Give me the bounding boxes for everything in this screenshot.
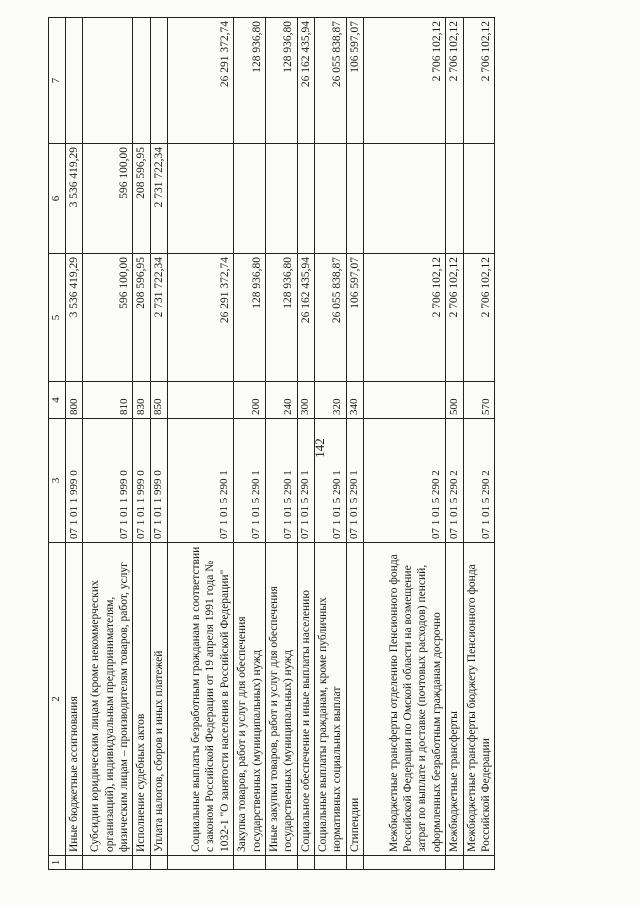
target-code-cell: 07 1 01 5 290 1 [315, 419, 347, 543]
row-marker-cell [346, 856, 363, 870]
expense-type-cell: 800 [66, 382, 83, 419]
expense-type-cell: 570 [463, 382, 495, 419]
table-row [297, 18, 314, 870]
amount-subvention-cell: 128 936,80 [265, 18, 297, 144]
item-name-cell: Иные закупки товаров, работ и услуг для обеспечения государственных (муниципальных) нужд [265, 543, 297, 856]
header-row [49, 18, 66, 870]
row-marker-cell [265, 856, 297, 870]
header-cell: 4 [49, 382, 66, 419]
table-row [364, 18, 446, 870]
header-cell: 6 [49, 144, 66, 254]
amount-own-cell: 3 536 419,29 [66, 144, 83, 254]
table-row [346, 18, 363, 870]
item-name-cell: Иные бюджетные ассигнования [66, 543, 83, 856]
amount-own-cell: 208 596,95 [133, 144, 150, 254]
target-code-cell: 07 1 01 5 290 1 [265, 419, 297, 543]
amount-subvention-cell [150, 18, 167, 144]
row-marker-cell [83, 856, 133, 870]
amount-total-cell: 2 706 102,12 [446, 254, 463, 382]
amount-own-cell [463, 144, 495, 254]
amount-subvention-cell: 2 706 102,12 [446, 18, 463, 144]
table-row [446, 18, 463, 870]
amount-subvention-cell [133, 18, 150, 144]
row-marker-cell [463, 856, 495, 870]
table-row [234, 18, 266, 870]
amount-total-cell: 2 706 102,12 [463, 254, 495, 382]
amount-total-cell: 128 936,80 [265, 254, 297, 382]
expense-type-cell: 320 [315, 382, 347, 419]
item-name-cell: Межбюджетные трансферты бюджету Пенсионного фонда Российской Федерации [463, 543, 495, 856]
header-cell: 1 [49, 856, 66, 870]
expense-type-cell [364, 382, 446, 419]
table-row [168, 18, 234, 870]
row-marker-cell [315, 856, 347, 870]
target-code-cell: 07 1 01 5 290 1 [297, 419, 314, 543]
amount-own-cell [446, 144, 463, 254]
header-cell: 2 [49, 543, 66, 856]
expense-type-cell: 500 [446, 382, 463, 419]
table-row [315, 18, 347, 870]
item-name-cell: Стипендии [346, 543, 363, 856]
header-cell: 7 [49, 18, 66, 144]
target-code-cell: 07 1 01 5 290 2 [446, 419, 463, 543]
amount-total-cell: 26 055 838,87 [315, 254, 347, 382]
row-marker-cell [133, 856, 150, 870]
expense-type-cell: 810 [83, 382, 133, 419]
target-code-cell: 07 1 01 5 290 1 [346, 419, 363, 543]
expense-type-cell: 200 [234, 382, 266, 419]
amount-total-cell: 596 100,00 [83, 254, 133, 382]
table-row [83, 18, 133, 870]
amount-own-cell: 596 100,00 [83, 144, 133, 254]
target-code-cell: 07 1 01 1 999 0 [133, 419, 150, 543]
expense-type-cell: 240 [265, 382, 297, 419]
row-marker-cell [446, 856, 463, 870]
row-marker-cell [364, 856, 446, 870]
header-cell: 3 [49, 419, 66, 543]
amount-subvention-cell: 2 706 102,12 [463, 18, 495, 144]
item-name-cell: Межбюджетные трансферты [446, 543, 463, 856]
page-number: 142 [312, 438, 327, 458]
expense-type-cell [168, 382, 234, 419]
target-code-cell: 07 1 01 5 290 2 [463, 419, 495, 543]
amount-total-cell: 106 597,07 [346, 254, 363, 382]
amount-own-cell [234, 144, 266, 254]
item-name-cell: Социальное обеспечение и иные выплаты населению [297, 543, 314, 856]
amount-own-cell [315, 144, 347, 254]
amount-own-cell [364, 144, 446, 254]
target-code-cell: 07 1 01 1 999 0 [150, 419, 167, 543]
table-row [66, 18, 83, 870]
amount-total-cell: 26 162 435,94 [297, 254, 314, 382]
row-marker-cell [66, 856, 83, 870]
amount-total-cell: 208 596,95 [133, 254, 150, 382]
item-name-cell: Уплата налогов, сборов и иных платежей [150, 543, 167, 856]
amount-total-cell: 3 536 419,29 [66, 254, 83, 382]
item-name-cell: Закупка товаров, работ и услуг для обеспечения государственных (муниципальных) нужд [234, 543, 266, 856]
amount-own-cell [265, 144, 297, 254]
row-marker-cell [150, 856, 167, 870]
amount-subvention-cell [83, 18, 133, 144]
row-marker-cell [168, 856, 234, 870]
amount-subvention-cell: 106 597,07 [346, 18, 363, 144]
item-name-cell: Межбюджетные трансферты отделению Пенсионного фонда Российской Федерации по Омской области на возмещение затрат по выплате и доставке (почтовых расходов) пенсий, оформленных безработным гражданам досрочно [364, 543, 446, 856]
target-code-cell: 07 1 01 5 290 2 [364, 419, 446, 543]
amount-subvention-cell: 2 706 102,12 [364, 18, 446, 144]
target-code-cell: 07 1 01 1 999 0 [66, 419, 83, 543]
amount-subvention-cell: 128 936,80 [234, 18, 266, 144]
amount-own-cell: 2 731 722,34 [150, 144, 167, 254]
header-cell: 5 [49, 254, 66, 382]
amount-subvention-cell: 26 291 372,74 [168, 18, 234, 144]
table-row [133, 18, 150, 870]
expense-type-cell: 830 [133, 382, 150, 419]
item-name-cell: Субсидии юридическим лицам (кроме некоммерческих организаций), индивидуальным предпринимателям, физическим лицам – производителям товаров, работ, услуг [83, 543, 133, 856]
row-marker-cell [234, 856, 266, 870]
amount-total-cell: 26 291 372,74 [168, 254, 234, 382]
expense-type-cell: 300 [297, 382, 314, 419]
amount-own-cell [168, 144, 234, 254]
amount-total-cell: 2 731 722,34 [150, 254, 167, 382]
amount-subvention-cell [66, 18, 83, 144]
item-name-cell: Социальные выплаты гражданам, кроме публичных нормативных социальных выплат [315, 543, 347, 856]
amount-subvention-cell: 26 055 838,87 [315, 18, 347, 144]
item-name-cell: Исполнение судебных актов [133, 543, 150, 856]
expense-type-cell: 340 [346, 382, 363, 419]
amount-own-cell [346, 144, 363, 254]
amount-total-cell: 128 936,80 [234, 254, 266, 382]
target-code-cell: 07 1 01 5 290 1 [234, 419, 266, 543]
amount-own-cell [297, 144, 314, 254]
rotated-table-container [48, 18, 492, 870]
expense-type-cell: 850 [150, 382, 167, 419]
table-row [150, 18, 167, 870]
table-row [463, 18, 495, 870]
budget-table [48, 17, 495, 870]
item-name-cell: Социальные выплаты безработным гражданам в соответствии с законом Российской Федерации от 19 апреля 1991 года № 1032-1 "О занятости населения в Российской Федерации" [168, 543, 234, 856]
amount-subvention-cell: 26 162 435,94 [297, 18, 314, 144]
amount-total-cell: 2 706 102,12 [364, 254, 446, 382]
table-row [265, 18, 297, 870]
target-code-cell: 07 1 01 1 999 0 [83, 419, 133, 543]
row-marker-cell [297, 856, 314, 870]
target-code-cell: 07 1 01 5 290 1 [168, 419, 234, 543]
